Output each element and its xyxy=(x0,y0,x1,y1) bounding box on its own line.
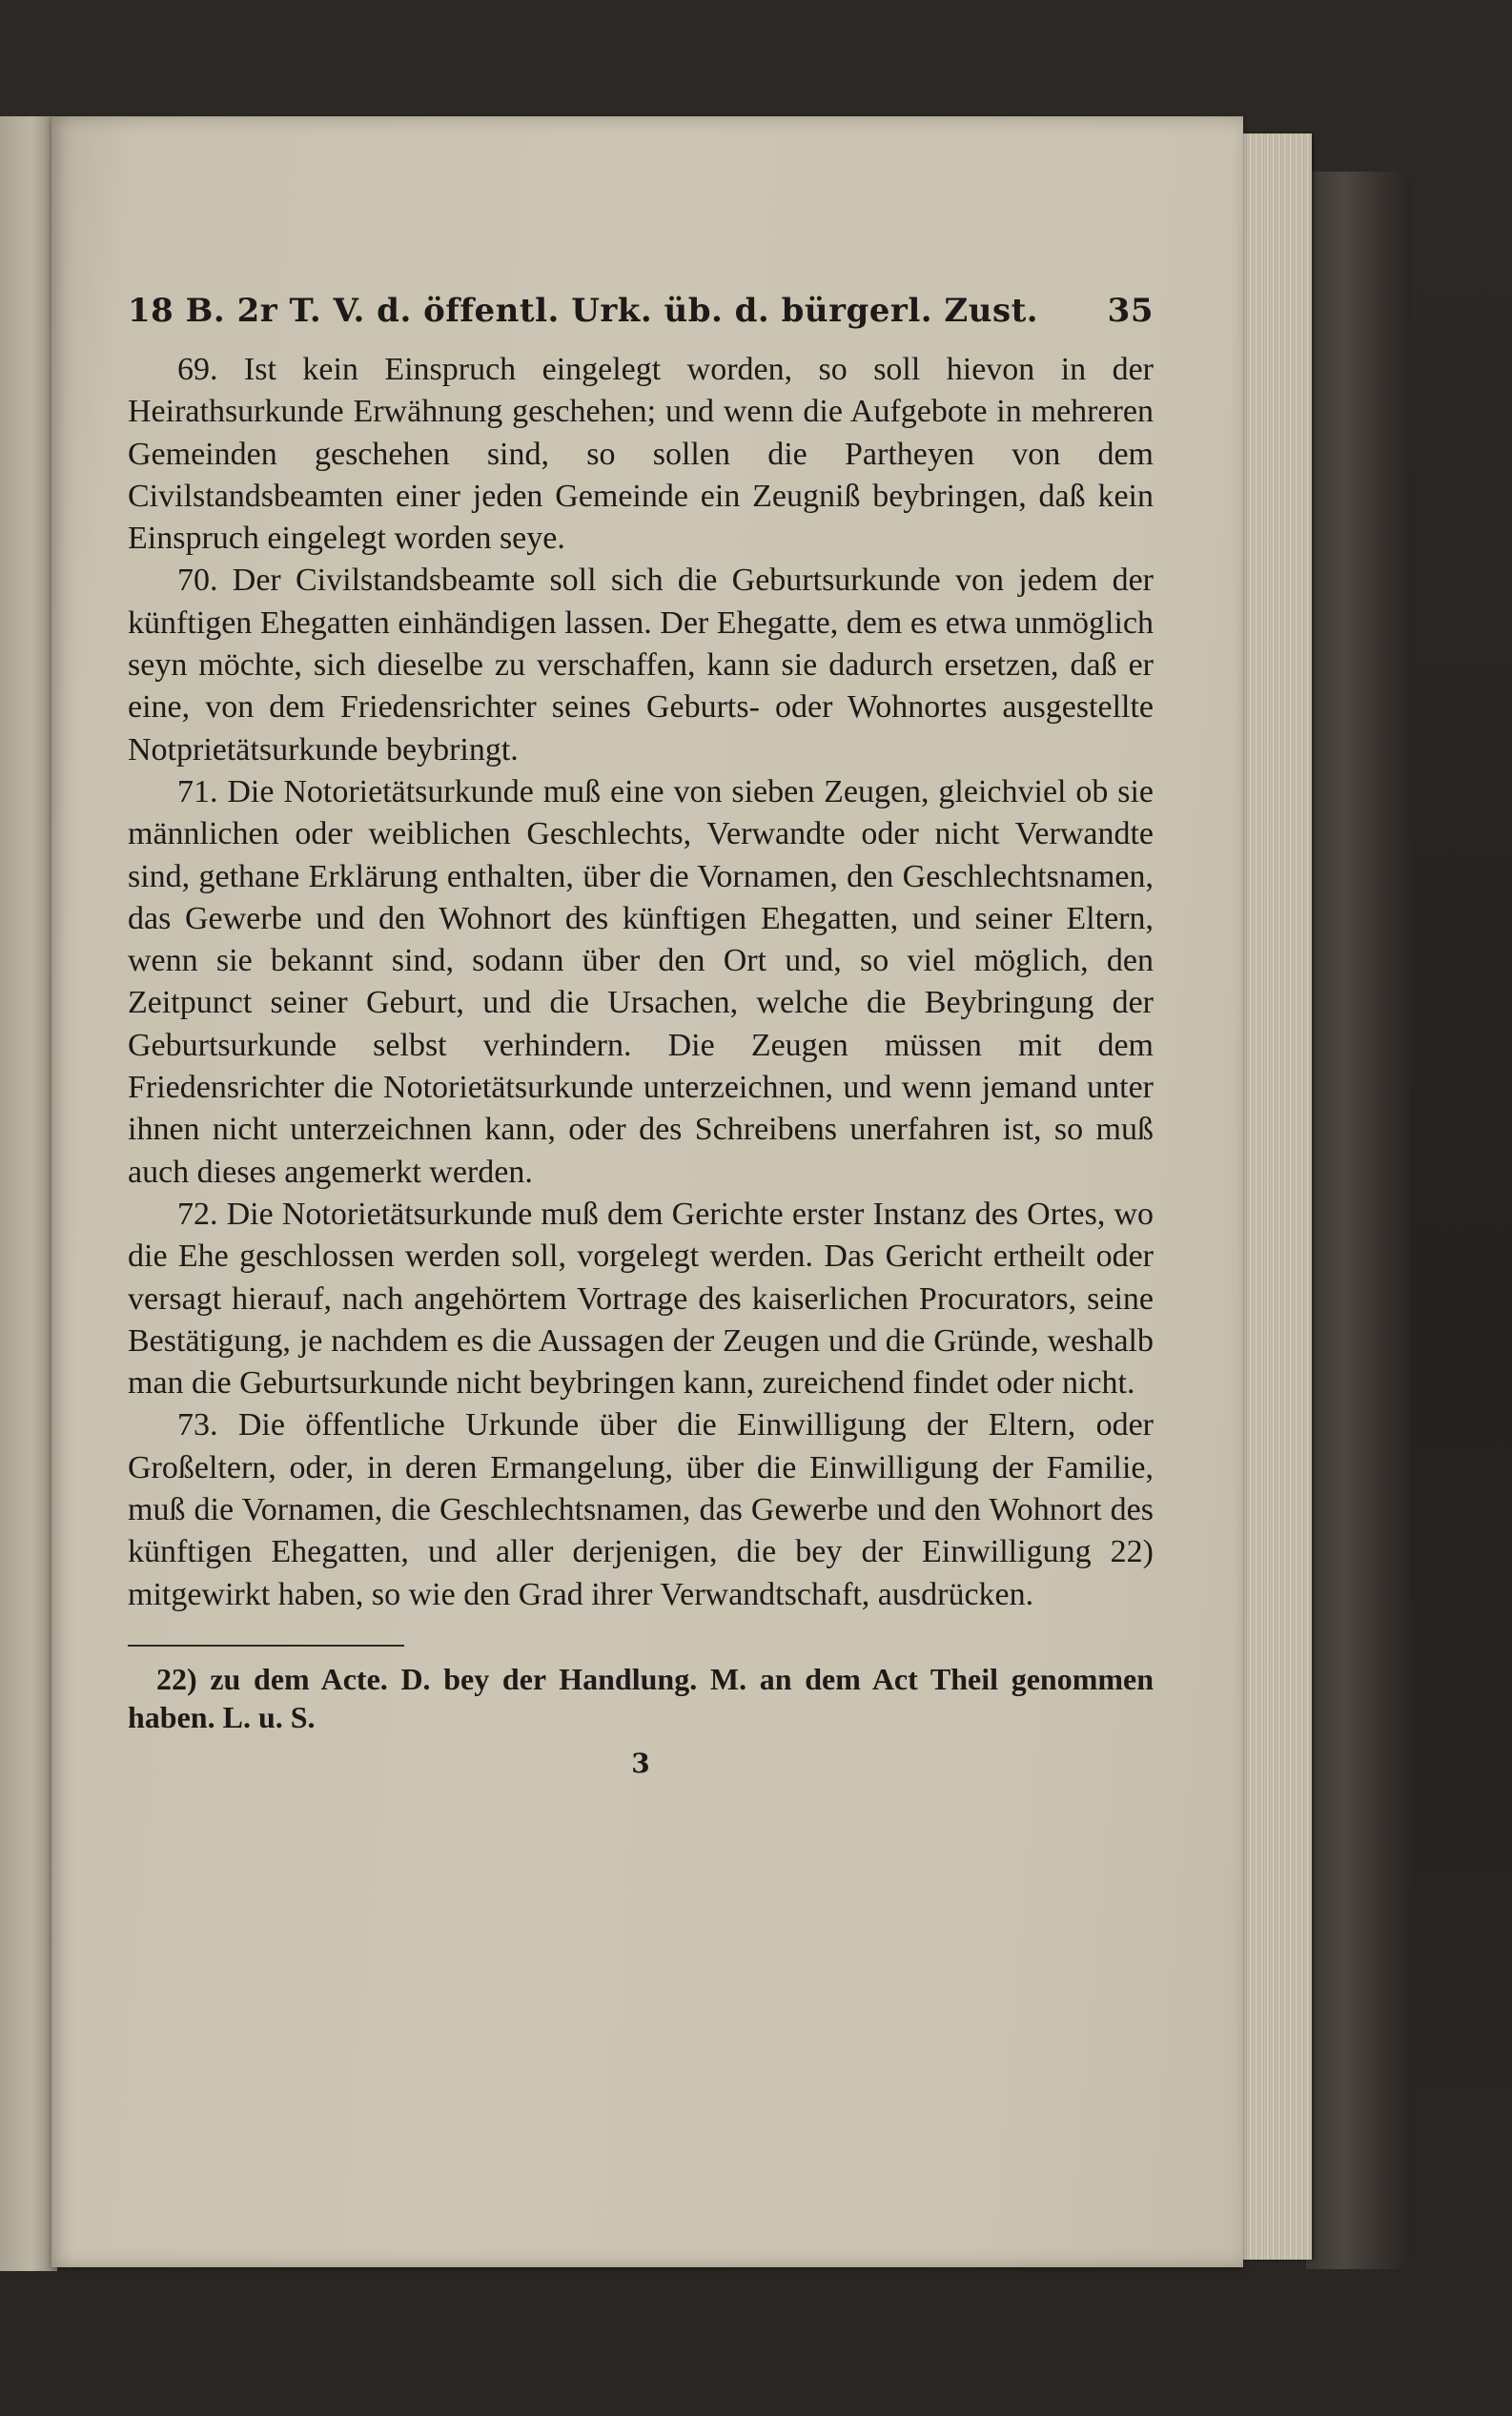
paragraph-73: 73. Die öffentliche Urkunde über die Einwilligung der Eltern, oder Großeltern, oder, in deren Ermangelung, über die Einwilligung der Familie, muß die Vornamen, die Geschlechtsnamen, das Gewerbe und den Wohnort des künftigen Ehegatten, und aller derjenigen, die bey der Einwilligung 22) mitgewirkt haben, so wie den Grad ihrer Verwandtschaft, ausdrücken. xyxy=(128,1407,1154,1612)
book-page xyxy=(51,116,1243,2267)
footnote-mark: 22) xyxy=(156,1661,197,1696)
footnote-rule xyxy=(128,1645,404,1647)
text-area xyxy=(128,276,1154,1779)
page-number: 35 xyxy=(1107,292,1154,330)
running-head xyxy=(128,276,1154,330)
signature-mark: 3 xyxy=(631,1747,650,1779)
left-page-edge xyxy=(0,116,57,2271)
running-head-title: 18 B. 2r T. V. d. öffentl. Urk. üb. d. bürgerl. Zust. xyxy=(128,292,1039,330)
book-cover-edge xyxy=(1306,172,1411,2269)
paragraph-71: 71. Die Notorietätsurkunde muß eine von sieben Zeugen, gleichviel ob sie männlichen oder weiblichen Geschlechts, Verwandte oder nicht Verwandte sind, gethane Erklärung enthalten, über die Vornamen, den Geschlechtsnamen, das Gewerbe und den Wohnort des künftigen Ehegatten, und seiner Eltern, wenn sie bekannt sind, sodann über den Ort und, so viel möglich, den Zeitpunct seiner Geburt, und die Ursachen, welche die Beybringung der Geburtsurkunde selbst verhindern. Die Zeugen müssen mit dem Friedensrichter die Notorietätsurkunde unterzeichnen, und wenn jemand unter ihnen nicht unterzeichnen kann, oder des Schreibens unerfahren ist, so muß auch dieses angemerkt werden. xyxy=(128,773,1154,1190)
page-block-edge xyxy=(1236,133,1312,2260)
footnote-text: zu dem Acte. D. bey der Handlung. M. an dem Act Theil genommen haben. L. u. S. xyxy=(128,1661,1154,1734)
paragraph-70: 70. Der Civilstandsbeamte soll sich die Geburtsurkunde von jedem der künftigen Ehegatten einhändigen lassen. Der Ehegatte, dem es etwa unmöglich seyn möchte, sich dieselbe zu verschaffen, kann sie dadurch ersetzen, daß er eine, von dem Friedensrichter seines Geburts- oder Wohnortes ausgestellte Notprietätsurkunde beybringt. xyxy=(128,563,1154,768)
footnote xyxy=(128,1660,1154,1736)
paragraph-69: 69. Ist kein Einspruch eingelegt worden, so soll hievon in der Heirathsurkunde Erwähnung geschehen; und wenn die Aufgebote in mehreren Gemeinden geschehen sind, so sollen die Partheyen von dem Civilstandsbeamten einer jeden Gemeinde ein Zeugniß beybringen, daß kein Einspruch eingelegt worden seye. xyxy=(128,352,1154,557)
paragraph-72: 72. Die Notorietätsurkunde muß dem Gerichte erster Instanz des Ortes, wo die Ehe geschlossen werden soll, vorgelegt werden. Das Gericht ertheilt oder versagt hierauf, nach angehörtem Vortrage des kaiserlichen Procurators, seine Bestätigung, je nachdem es die Aussagen der Zeugen und die Gründe, weshalb man die Geburtsurkunde nicht beybringen kann, zureichend findet oder nicht. xyxy=(128,1196,1154,1402)
body-text xyxy=(128,349,1154,1616)
